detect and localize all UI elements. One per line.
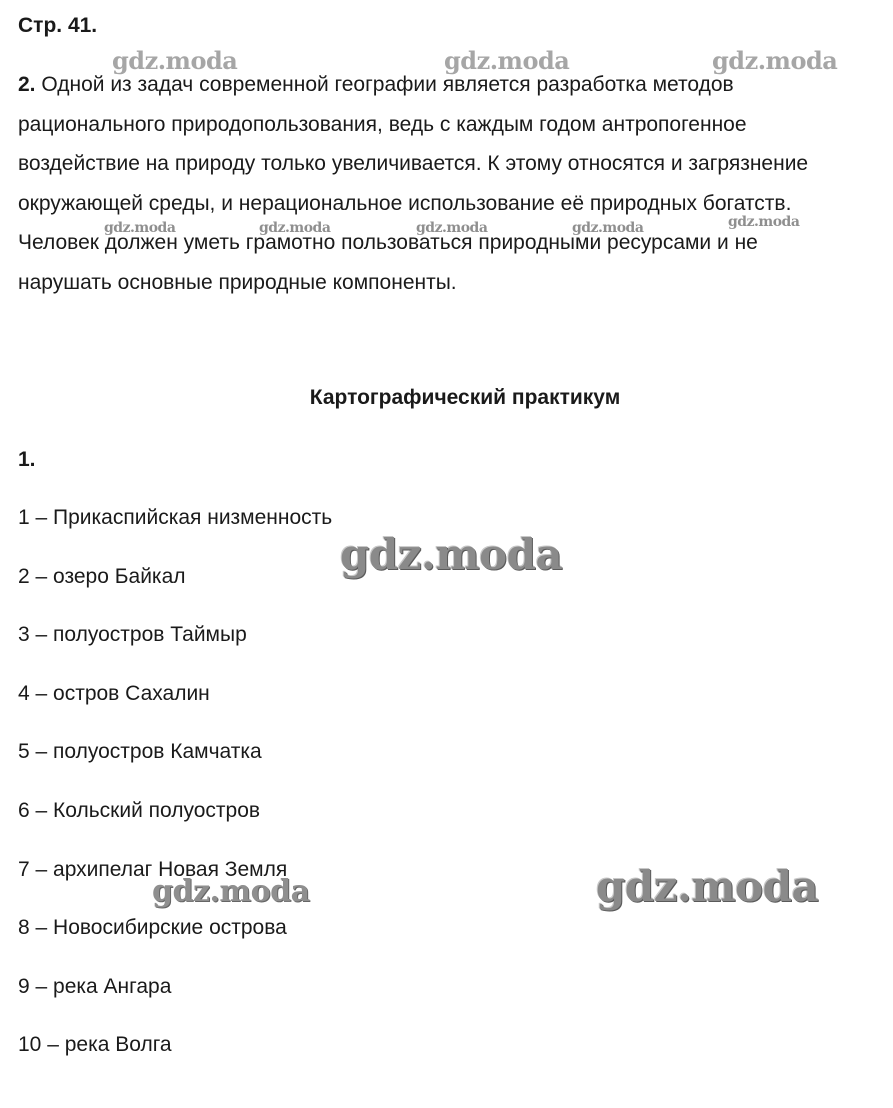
watermark: gdz.moda <box>112 46 238 75</box>
task-2 <box>18 65 890 303</box>
list-item: 6 – Кольский полуостров <box>18 798 261 822</box>
watermark: gdz.moda <box>572 220 644 236</box>
list-item: 3 – полуостров Таймыр <box>18 623 247 647</box>
answer-list <box>18 505 332 1091</box>
watermark: gdz.moda <box>104 220 176 236</box>
watermark: gdz.moda <box>444 46 570 75</box>
list-item: 1 – Прикаспийская низменность <box>18 506 333 529</box>
watermark: gdz.moda <box>340 530 563 579</box>
task-2-line: Человек должен уметь грамотно пользоваться природными ресурсами и не <box>18 231 758 255</box>
section-title: Картографический практикум <box>309 386 621 409</box>
list-item: 5 – полуостров Камчатка <box>18 740 262 764</box>
task-2-line: окружающей среды, и нерациональное использование её природных богатств. <box>18 191 792 215</box>
list-item: 8 – Новосибирские острова <box>18 916 287 940</box>
list-item: 10 – река Волга <box>18 1033 172 1057</box>
task-2-line-text: Одной из задач современной географии является разработка методов <box>41 73 734 96</box>
page-title: Стр. 41. <box>18 14 98 37</box>
task-2-line: рационального природопользования, ведь с каждым годом антропогенное <box>18 112 747 136</box>
list-item: 2 – озеро Байкал <box>18 564 186 588</box>
task-2-line <box>18 65 890 105</box>
list-item: 4 – остров Сахалин <box>18 681 210 705</box>
watermark: gdz.moda <box>596 862 819 911</box>
watermark: gdz.moda <box>152 874 310 909</box>
task-number: 2. <box>18 73 36 96</box>
watermark: gdz.moda <box>728 214 800 230</box>
watermark: gdz.moda <box>259 220 331 236</box>
watermark: gdz.moda <box>416 220 488 236</box>
list-item: 7 – архипелаг Новая Земля <box>18 857 288 881</box>
list-item: 9 – река Ангара <box>18 974 172 998</box>
task-2-line: нарушать основные природные компоненты. <box>18 270 457 294</box>
practicum-task-number: 1. <box>18 448 36 471</box>
task-2-line: воздействие на природу только увеличивается. К этому относятся и загрязнение <box>18 152 809 176</box>
watermark: gdz.moda <box>712 46 838 75</box>
